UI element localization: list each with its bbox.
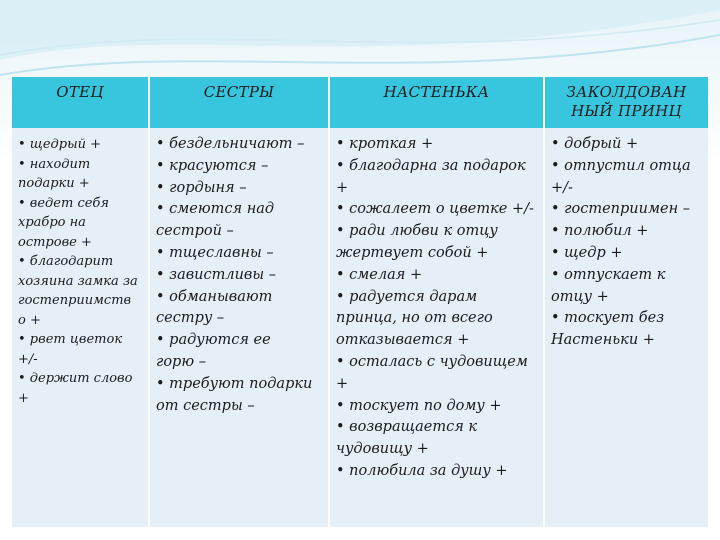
header-text: СЕСТРЫ: [203, 83, 275, 101]
trait-line: • радуется дарам: [336, 288, 478, 305]
trait-line: • сожалеет о цветке +/-: [336, 201, 534, 218]
trait-line: горю –: [156, 353, 206, 370]
trait-line: • находит: [18, 156, 91, 172]
trait-line: отцу +: [551, 288, 609, 305]
cell-father-traits: [12, 128, 150, 527]
trait-line: сестру –: [156, 310, 225, 327]
trait-line: • осталась с чудовищем: [336, 353, 528, 370]
trait-line: • тоскует без: [551, 310, 665, 327]
table-body-row: [12, 128, 708, 527]
trait-line: +/-: [551, 179, 573, 196]
header-sisters: [150, 77, 330, 128]
trait-line: • тщеславны –: [156, 244, 274, 261]
trait-line: чудовищу +: [336, 441, 429, 458]
cell-sisters-traits: [150, 128, 330, 527]
trait-line: принца, но от всего: [336, 310, 493, 327]
trait-line: • ведет себя: [18, 195, 109, 211]
header-text: НЫЙ ПРИНЦ: [571, 102, 682, 120]
trait-line: отказывается +: [336, 332, 470, 349]
trait-line: • завистливы –: [156, 266, 277, 283]
trait-line: от сестры –: [156, 397, 255, 414]
trait-line: • добрый +: [551, 136, 639, 152]
header-father: [12, 77, 150, 128]
trait-line: • отпустил отца: [551, 157, 691, 174]
trait-line: • отпускает к: [551, 266, 666, 283]
comparison-table: [12, 77, 708, 527]
trait-line: • гостеприимен –: [551, 201, 690, 218]
trait-line: хозяина замка за: [18, 273, 138, 289]
trait-line: жертвует собой +: [336, 244, 489, 261]
trait-line: сестрой –: [156, 223, 234, 240]
trait-line: подарки +: [18, 176, 90, 191]
trait-line: гостеприимств: [18, 293, 132, 308]
trait-line: • полюбила за душу +: [336, 462, 508, 479]
trait-line: • кроткая +: [336, 136, 434, 152]
trait-line: • возвращается к: [336, 419, 478, 436]
trait-line: острове +: [18, 234, 92, 250]
header-text: ЗАКОЛДОВАН: [566, 83, 687, 101]
trait-line: +: [336, 375, 349, 392]
cell-prince-traits: [545, 128, 708, 527]
header-text: ОТЕЦ: [56, 83, 104, 101]
cell-nastenka-traits: [330, 128, 545, 527]
trait-line: • щедрый +: [18, 137, 102, 152]
trait-line: +: [18, 390, 29, 406]
trait-line: • бездельничают –: [156, 136, 305, 152]
trait-line: • полюбил +: [551, 223, 649, 240]
header-text: НАСТЕНЬКА: [383, 83, 490, 101]
trait-line: • смеются над: [156, 201, 275, 218]
trait-line: +/-: [18, 351, 38, 367]
trait-line: • рвет цветок: [18, 332, 123, 347]
trait-line: • красуются –: [156, 157, 269, 174]
trait-line: • радуются ее: [156, 332, 271, 349]
trait-line: Настеньки +: [551, 332, 655, 349]
trait-line: • благодарит: [18, 254, 114, 269]
trait-line: • обманывают: [156, 288, 273, 305]
trait-line: • держит слово: [18, 371, 133, 386]
trait-line: • тоскует по дому +: [336, 397, 502, 414]
header-nastenka: [330, 77, 545, 128]
trait-line: о +: [18, 312, 41, 328]
trait-line: • гордыня –: [156, 179, 247, 196]
trait-line: • благодарна за подарок: [336, 157, 526, 174]
table-header-row: [12, 77, 708, 128]
trait-line: +: [336, 179, 349, 196]
trait-line: • смелая +: [336, 266, 423, 283]
trait-line: • щедр +: [551, 244, 623, 261]
header-enchanted-prince: [545, 77, 708, 128]
trait-line: • требуют подарки: [156, 375, 313, 392]
trait-line: храбро на: [18, 215, 86, 230]
trait-line: • ради любви к отцу: [336, 223, 498, 240]
